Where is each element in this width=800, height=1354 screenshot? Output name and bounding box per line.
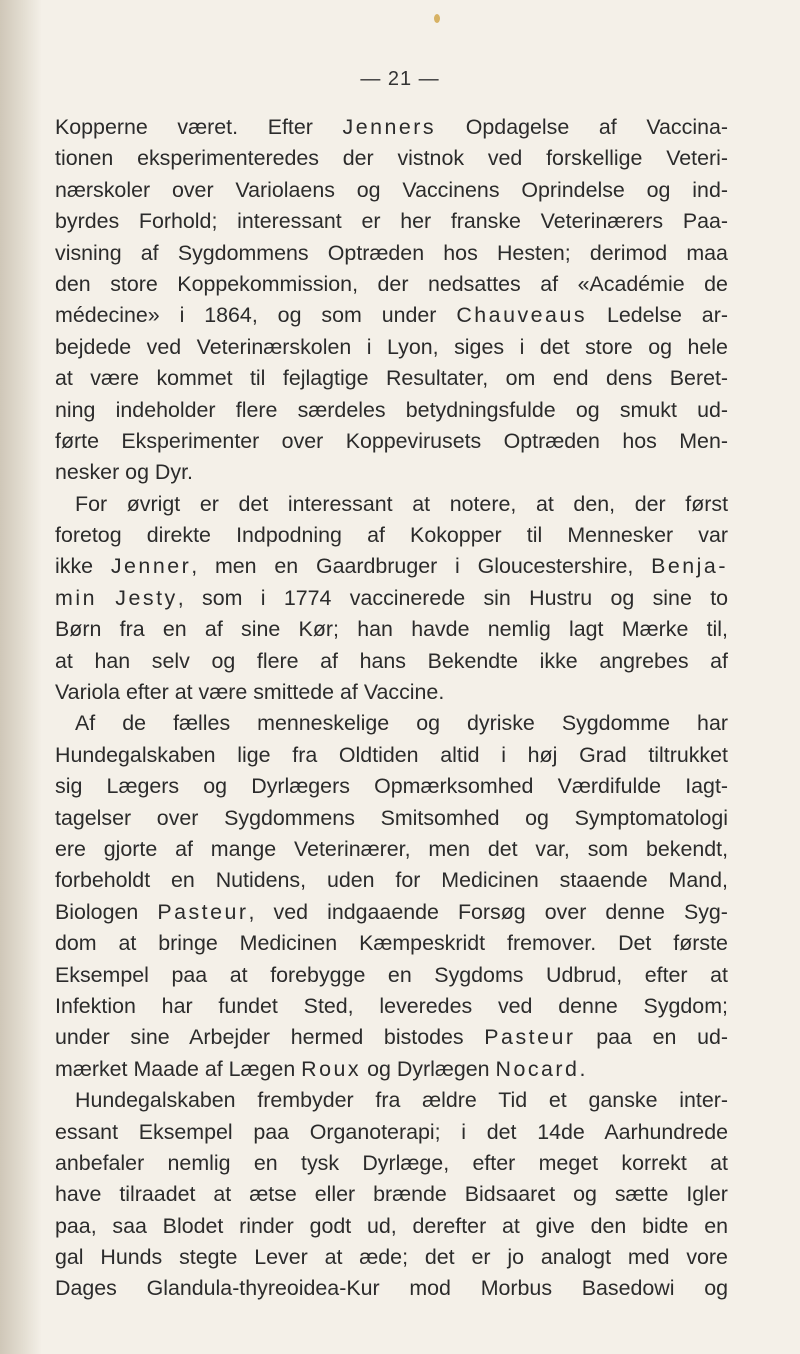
emphasized-name: Pasteur — [484, 1025, 576, 1050]
text-line: gal Hunds stegte Lever at æde; det er jo analogt med vore — [55, 1245, 728, 1270]
emphasized-name: Jesty — [115, 585, 178, 610]
text-line: anbefaler nemlig en tysk Dyrlæge, efter meget korrekt at — [55, 1150, 728, 1175]
text-line: dom at bringe Medicinen Kæmpeskridt fremover. Det første — [55, 931, 728, 956]
binding-shadow — [0, 0, 42, 1354]
text-line: Af de fælles menneskelige og dyriske Sygdomme har — [75, 711, 728, 736]
text-line: Dages Glandula-thyreoidea-Kur mod Morbus Basedowi og — [55, 1276, 728, 1301]
text-line: Hundegalskaben frembyder fra ældre Tid et ganske inter- — [75, 1088, 728, 1113]
emphasized-name: Jenners — [342, 115, 437, 139]
body-text — [55, 112, 728, 1305]
text-line: sig Lægers og Dyrlægers Opmærksomhed Værdifulde Iagt- — [55, 774, 729, 799]
emphasized-name: Jenner — [110, 554, 192, 579]
text-line: byrdes Forhold; interessant er her franske Veterinærers Paa- — [55, 209, 729, 234]
text-line: For øvrigt er det interessant at notere, at den, der først — [75, 491, 729, 516]
text-line: ikke Jenner, men en Gaardbruger i Gloucestershire, Benja- — [55, 554, 728, 579]
text-line: paa, saa Blodet rinder godt ud, derefter at give den bidte en — [55, 1213, 729, 1238]
text-line: ere gjorte af mange Veterinærer, men det var, som bekendt, — [55, 836, 729, 861]
text-line: bejdede ved Veterinærskolen i Lyon, siges i det store og hele — [55, 334, 728, 359]
text-line: ning indeholder flere særdeles betydningsfulde og smukt ud- — [55, 397, 729, 422]
text-line: tionen eksperimenteredes der vistnok ved forskellige Veteri- — [55, 146, 729, 171]
text-line: visning af Sygdommens Optræden hos Hesten; derimod maa — [55, 240, 728, 265]
text-line: min Jesty, som i 1774 vaccinerede sin Hustru og sine to — [55, 585, 729, 610]
ink-spot — [434, 14, 440, 23]
emphasized-name: Roux — [301, 1056, 362, 1081]
text-line: den store Koppekommission, der nedsattes af «Académie de — [55, 271, 728, 296]
text-line: foretog direkte Indpodning af Kokopper til Mennesker var — [55, 523, 728, 548]
text-line: have tilraadet at ætse eller brænde Bidsaaret og sætte Igler — [55, 1182, 728, 1207]
text-line: Eksempel paa at forebygge en Sygdoms Udbrud, efter at — [55, 962, 728, 987]
emphasized-name: Benja- — [651, 554, 728, 579]
text-line: Hundegalskaben lige fra Oldtiden altid i høj Grad tiltrukket — [55, 742, 728, 767]
text-line: mærket Maade af Lægen Roux og Dyrlægen Nocard. — [55, 1056, 586, 1081]
text-line: médecine» i 1864, og som under Chauveaus Ledelse ar- — [55, 303, 728, 328]
emphasized-name: Chauveaus — [456, 303, 588, 328]
page-number: — 21 — — [360, 68, 440, 90]
text-line: Variola efter at være smittede af Vaccine. — [55, 680, 445, 705]
text-line: nærskoler over Variolaens og Vaccinens Oprindelse og ind- — [55, 177, 728, 202]
text-line: essant Eksempel paa Organoterapi; i det 14de Aarhundrede — [55, 1119, 728, 1144]
text-line: forbeholdt en Nutidens, uden for Medicinen staaende Mand, — [55, 868, 728, 893]
text-line: Biologen Pasteur, ved indgaaende Forsøg over denne Syg- — [55, 899, 728, 924]
emphasized-name: Pasteur — [157, 899, 249, 924]
text-line: Børn fra en af sine Kør; han havde nemlig lagt Mærke til, — [55, 617, 729, 642]
text-line: Kopperne været. Efter Jenners Opdagelse af Vaccina- — [55, 115, 728, 139]
text-line: under sine Arbejder hermed bistodes Pasteur paa en ud- — [55, 1025, 728, 1050]
text-line: tagelser over Sygdommens Smitsomhed og Symptomatologi — [55, 805, 729, 830]
text-line: førte Eksperimenter over Koppevirusets Optræden hos Men- — [55, 428, 728, 453]
emphasized-name: Nocard — [495, 1056, 580, 1081]
emphasized-name: min — [55, 585, 97, 610]
text-line: at være kommet til fejlagtige Resultater, om end dens Beret- — [55, 366, 729, 391]
text-line: at han selv og flere af hans Bekendte ikke angrebes af — [55, 648, 728, 673]
text-line: nesker og Dyr. — [55, 460, 193, 485]
text-line: Infektion har fundet Sted, leveredes ved denne Sygdom; — [55, 993, 728, 1018]
